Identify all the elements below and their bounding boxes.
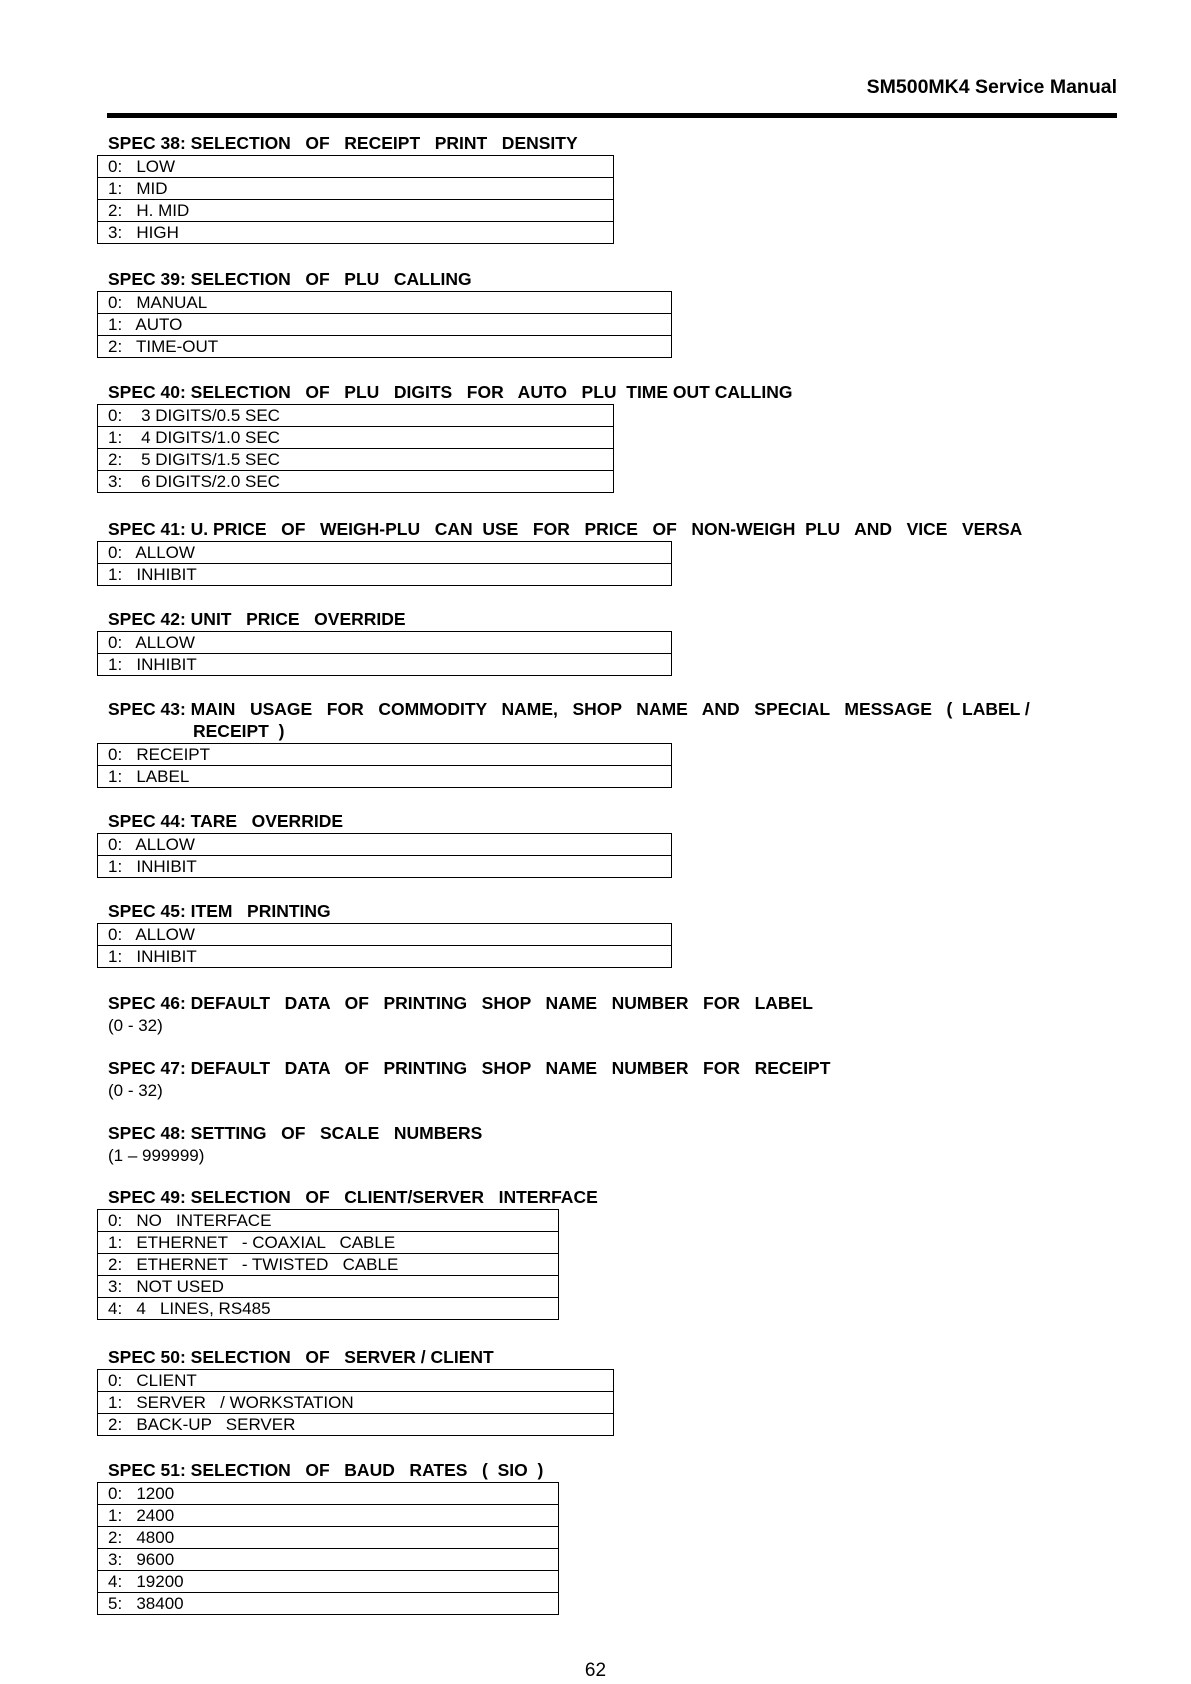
spec-title: SPEC 41: U. PRICE OF WEIGH-PLU CAN USE FOR PRICE OF NON-WEIGH PLU AND VICE VERSA: [108, 519, 1023, 539]
option-cell: 1: LABEL: [98, 766, 672, 788]
spec-43: [108, 698, 1030, 788]
spec-48: [108, 1122, 482, 1166]
option-cell: 0: 3 DIGITS/0.5 SEC: [98, 405, 614, 427]
option-cell: 3: HIGH: [98, 222, 614, 244]
table-row: [98, 471, 614, 493]
table-row: [98, 924, 672, 946]
spec-49: [108, 1186, 598, 1320]
table-row: [98, 292, 672, 314]
spec-46: [108, 992, 813, 1036]
table-row: [98, 654, 672, 676]
table-row: [98, 1298, 559, 1320]
option-cell: 0: ALLOW: [98, 924, 672, 946]
spec-38: [108, 132, 614, 244]
option-cell: 0: ALLOW: [98, 834, 672, 856]
spec-title: SPEC 42: UNIT PRICE OVERRIDE: [108, 609, 406, 629]
option-cell: 3: NOT USED: [98, 1276, 559, 1298]
manual-title: SM500MK4 Service Manual: [866, 76, 1117, 98]
spec-title: SPEC 46: DEFAULT DATA OF PRINTING SHOP NAME NUMBER FOR LABEL: [108, 993, 813, 1013]
header-rule: [107, 113, 1117, 118]
option-cell: 0: CLIENT: [98, 1370, 614, 1392]
spec-45: [108, 900, 672, 968]
option-cell: 2: 4800: [98, 1527, 559, 1549]
option-cell: 4: 19200: [98, 1571, 559, 1593]
table-row: [98, 314, 672, 336]
table-row: [98, 1370, 614, 1392]
table-row: [98, 1593, 559, 1615]
spec-title: SPEC 43: MAIN USAGE FOR COMMODITY NAME, SHOP NAME AND SPECIAL MESSAGE ( LABEL /: [108, 699, 1030, 719]
spec-47: [108, 1057, 830, 1101]
option-cell: 1: INHIBIT: [98, 654, 672, 676]
option-cell: 2: TIME-OUT: [98, 336, 672, 358]
spec-44: [108, 810, 672, 878]
options-table: [97, 743, 672, 788]
value-range: (0 - 32): [108, 1081, 163, 1100]
option-cell: 0: 1200: [98, 1483, 559, 1505]
option-cell: 1: SERVER / WORKSTATION: [98, 1392, 614, 1414]
option-cell: 1: INHIBIT: [98, 564, 672, 586]
table-row: [98, 200, 614, 222]
option-cell: 1: MID: [98, 178, 614, 200]
option-cell: 2: 5 DIGITS/1.5 SEC: [98, 449, 614, 471]
spec-title: SPEC 38: SELECTION OF RECEIPT PRINT DENSITY: [108, 133, 578, 153]
option-cell: 0: RECEIPT: [98, 744, 672, 766]
table-row: [98, 1549, 559, 1571]
table-row: [98, 834, 672, 856]
option-cell: 0: MANUAL: [98, 292, 672, 314]
table-row: [98, 1392, 614, 1414]
spec-51: [108, 1459, 559, 1615]
spec-title: SPEC 47: DEFAULT DATA OF PRINTING SHOP NAME NUMBER FOR RECEIPT: [108, 1058, 831, 1078]
options-table: [97, 631, 672, 676]
spec-title: SPEC 44: TARE OVERRIDE: [108, 811, 344, 831]
spec-title: SPEC 45: ITEM PRINTING: [108, 901, 331, 921]
table-row: [98, 1483, 559, 1505]
table-row: [98, 178, 614, 200]
spec-50: [108, 1346, 614, 1436]
option-cell: 3: 9600: [98, 1549, 559, 1571]
table-row: [98, 156, 614, 178]
options-table: [97, 923, 672, 968]
options-table: [97, 541, 672, 586]
options-table: [97, 1209, 559, 1320]
options-table: [97, 1482, 559, 1615]
option-cell: 0: NO INTERFACE: [98, 1210, 559, 1232]
option-cell: 2: H. MID: [98, 200, 614, 222]
table-row: [98, 1276, 559, 1298]
spec-title: SPEC 51: SELECTION OF BAUD RATES ( SIO ): [108, 1460, 544, 1480]
spec-title: SPEC 49: SELECTION OF CLIENT/SERVER INTERFACE: [108, 1187, 598, 1207]
options-table: [97, 833, 672, 878]
option-cell: 0: LOW: [98, 156, 614, 178]
spec-41: [108, 518, 1022, 586]
option-cell: 1: 2400: [98, 1505, 559, 1527]
option-cell: 0: ALLOW: [98, 542, 672, 564]
table-row: [98, 856, 672, 878]
spec-40: [108, 381, 792, 493]
table-row: [98, 766, 672, 788]
spec-title: SPEC 48: SETTING OF SCALE NUMBERS: [108, 1123, 483, 1143]
spec-39: [108, 268, 672, 358]
table-row: [98, 1254, 559, 1276]
table-row: [98, 946, 672, 968]
options-table: [97, 291, 672, 358]
table-row: [98, 336, 672, 358]
table-row: [98, 1232, 559, 1254]
options-table: [97, 1369, 614, 1436]
table-row: [98, 405, 614, 427]
option-cell: 4: 4 LINES, RS485: [98, 1298, 559, 1320]
option-cell: 1: INHIBIT: [98, 946, 672, 968]
option-cell: 5: 38400: [98, 1593, 559, 1615]
value-range: (0 - 32): [108, 1016, 163, 1035]
spec-title: SPEC 50: SELECTION OF SERVER / CLIENT: [108, 1347, 494, 1367]
option-cell: 1: ETHERNET - COAXIAL CABLE: [98, 1232, 559, 1254]
table-row: [98, 427, 614, 449]
table-row: [98, 542, 672, 564]
table-row: [98, 1505, 559, 1527]
table-row: [98, 564, 672, 586]
option-cell: 0: ALLOW: [98, 632, 672, 654]
table-row: [98, 1571, 559, 1593]
table-row: [98, 449, 614, 471]
option-cell: 3: 6 DIGITS/2.0 SEC: [98, 471, 614, 493]
table-row: [98, 1210, 559, 1232]
value-range: (1 – 999999): [108, 1146, 205, 1165]
option-cell: 2: ETHERNET - TWISTED CABLE: [98, 1254, 559, 1276]
option-cell: 1: 4 DIGITS/1.0 SEC: [98, 427, 614, 449]
spec-42: [108, 608, 672, 676]
option-cell: 1: AUTO: [98, 314, 672, 336]
page-number: 62: [584, 1660, 607, 1681]
spec-title: SPEC 39: SELECTION OF PLU CALLING: [108, 269, 472, 289]
table-row: [98, 632, 672, 654]
option-cell: 1: INHIBIT: [98, 856, 672, 878]
option-cell: 2: BACK-UP SERVER: [98, 1414, 614, 1436]
table-row: [98, 744, 672, 766]
table-row: [98, 222, 614, 244]
options-table: [97, 155, 614, 244]
table-row: [98, 1527, 559, 1549]
table-row: [98, 1414, 614, 1436]
options-table: [97, 404, 614, 493]
spec-title: SPEC 40: SELECTION OF PLU DIGITS FOR AUTO PLU TIME OUT CALLING: [108, 382, 793, 402]
spec-title-continued: RECEIPT ): [193, 721, 285, 741]
